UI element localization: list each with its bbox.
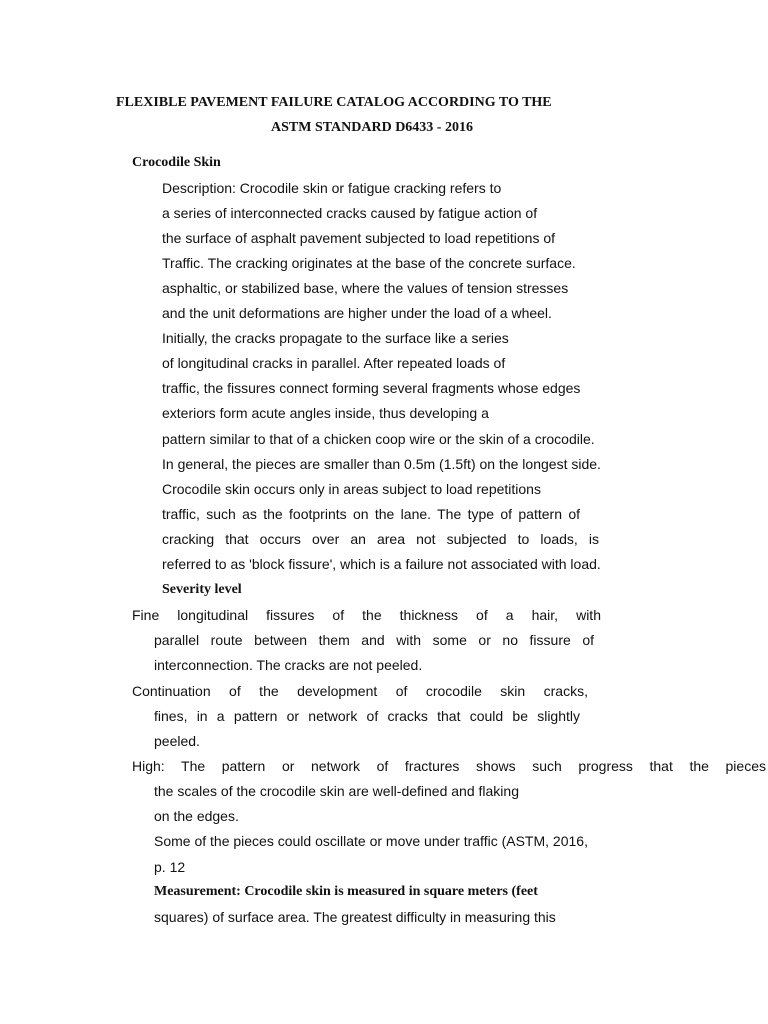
severity-fine-line: Fine longitudinal fissures of the thickness of a hair, with bbox=[132, 607, 601, 623]
description-line: traffic, the fissures connect forming several fragments whose edges bbox=[162, 380, 581, 396]
description-line: the surface of asphalt pavement subjected to load repetitions of bbox=[162, 230, 556, 246]
description-line: exteriors form acute angles inside, thus developing a bbox=[162, 405, 489, 421]
measurement-line: squares) of surface area. The greatest difficulty in measuring this bbox=[154, 909, 556, 925]
description-line: Crocodile skin occurs only in areas subject to load repetitions bbox=[162, 481, 541, 497]
severity-high-line: on the edges. bbox=[154, 808, 239, 824]
description-line: Traffic. The cracking originates at the base of the concrete surface. bbox=[162, 255, 576, 271]
description-line: and the unit deformations are higher under the load of a wheel. bbox=[162, 305, 552, 321]
severity-high-line: the scales of the crocodile skin are well-defined and flaking bbox=[154, 783, 519, 799]
description-line: referred to as 'block fissure', which is a failure not associated with load. bbox=[162, 556, 601, 572]
document-title-line-1: FLEXIBLE PAVEMENT FAILURE CATALOG ACCORDING TO THE bbox=[116, 95, 552, 110]
severity-continuation-line: Continuation of the development of crocodile skin cracks, bbox=[132, 683, 588, 699]
description-line: a series of interconnected cracks caused by fatigue action of bbox=[162, 205, 538, 221]
severity-high-line: p. 12 bbox=[154, 859, 186, 875]
severity-high-line: Some of the pieces could oscillate or move under traffic (ASTM, 2016, bbox=[154, 833, 588, 849]
measurement-heading-line: Measurement: Crocodile skin is measured in square meters (feet bbox=[154, 884, 538, 899]
severity-high-line: High: The pattern or network of fractures shows such progress that the pieces bbox=[132, 758, 766, 774]
document-title-line-2: ASTM STANDARD D6433 - 2016 bbox=[271, 120, 473, 135]
severity-fine-line: interconnection. The cracks are not peeled. bbox=[154, 657, 423, 673]
description-line: traffic, such as the footprints on the lane. The type of pattern of bbox=[162, 506, 580, 522]
severity-continuation-line: peeled. bbox=[154, 733, 200, 749]
description-line: Initially, the cracks propagate to the surface like a series bbox=[162, 330, 509, 346]
description-line: In general, the pieces are smaller than 0.5m (1.5ft) on the longest side. bbox=[162, 456, 601, 472]
description-line: cracking that occurs over an area not subjected to loads, is bbox=[162, 531, 599, 547]
description-line: Description: Crocodile skin or fatigue cracking refers to bbox=[162, 180, 502, 196]
description-line: pattern similar to that of a chicken coop wire or the skin of a crocodile. bbox=[162, 431, 595, 447]
severity-continuation-line: fines, in a pattern or network of cracks that could be slightly bbox=[154, 708, 580, 724]
severity-fine-line: parallel route between them and with some or no fissure of bbox=[154, 632, 594, 648]
severity-heading: Severity level bbox=[162, 582, 242, 597]
description-line: asphaltic, or stabilized base, where the values of tension stresses bbox=[162, 280, 569, 296]
section-heading: Crocodile Skin bbox=[132, 155, 221, 170]
description-line: of longitudinal cracks in parallel. After repeated loads of bbox=[162, 355, 506, 371]
